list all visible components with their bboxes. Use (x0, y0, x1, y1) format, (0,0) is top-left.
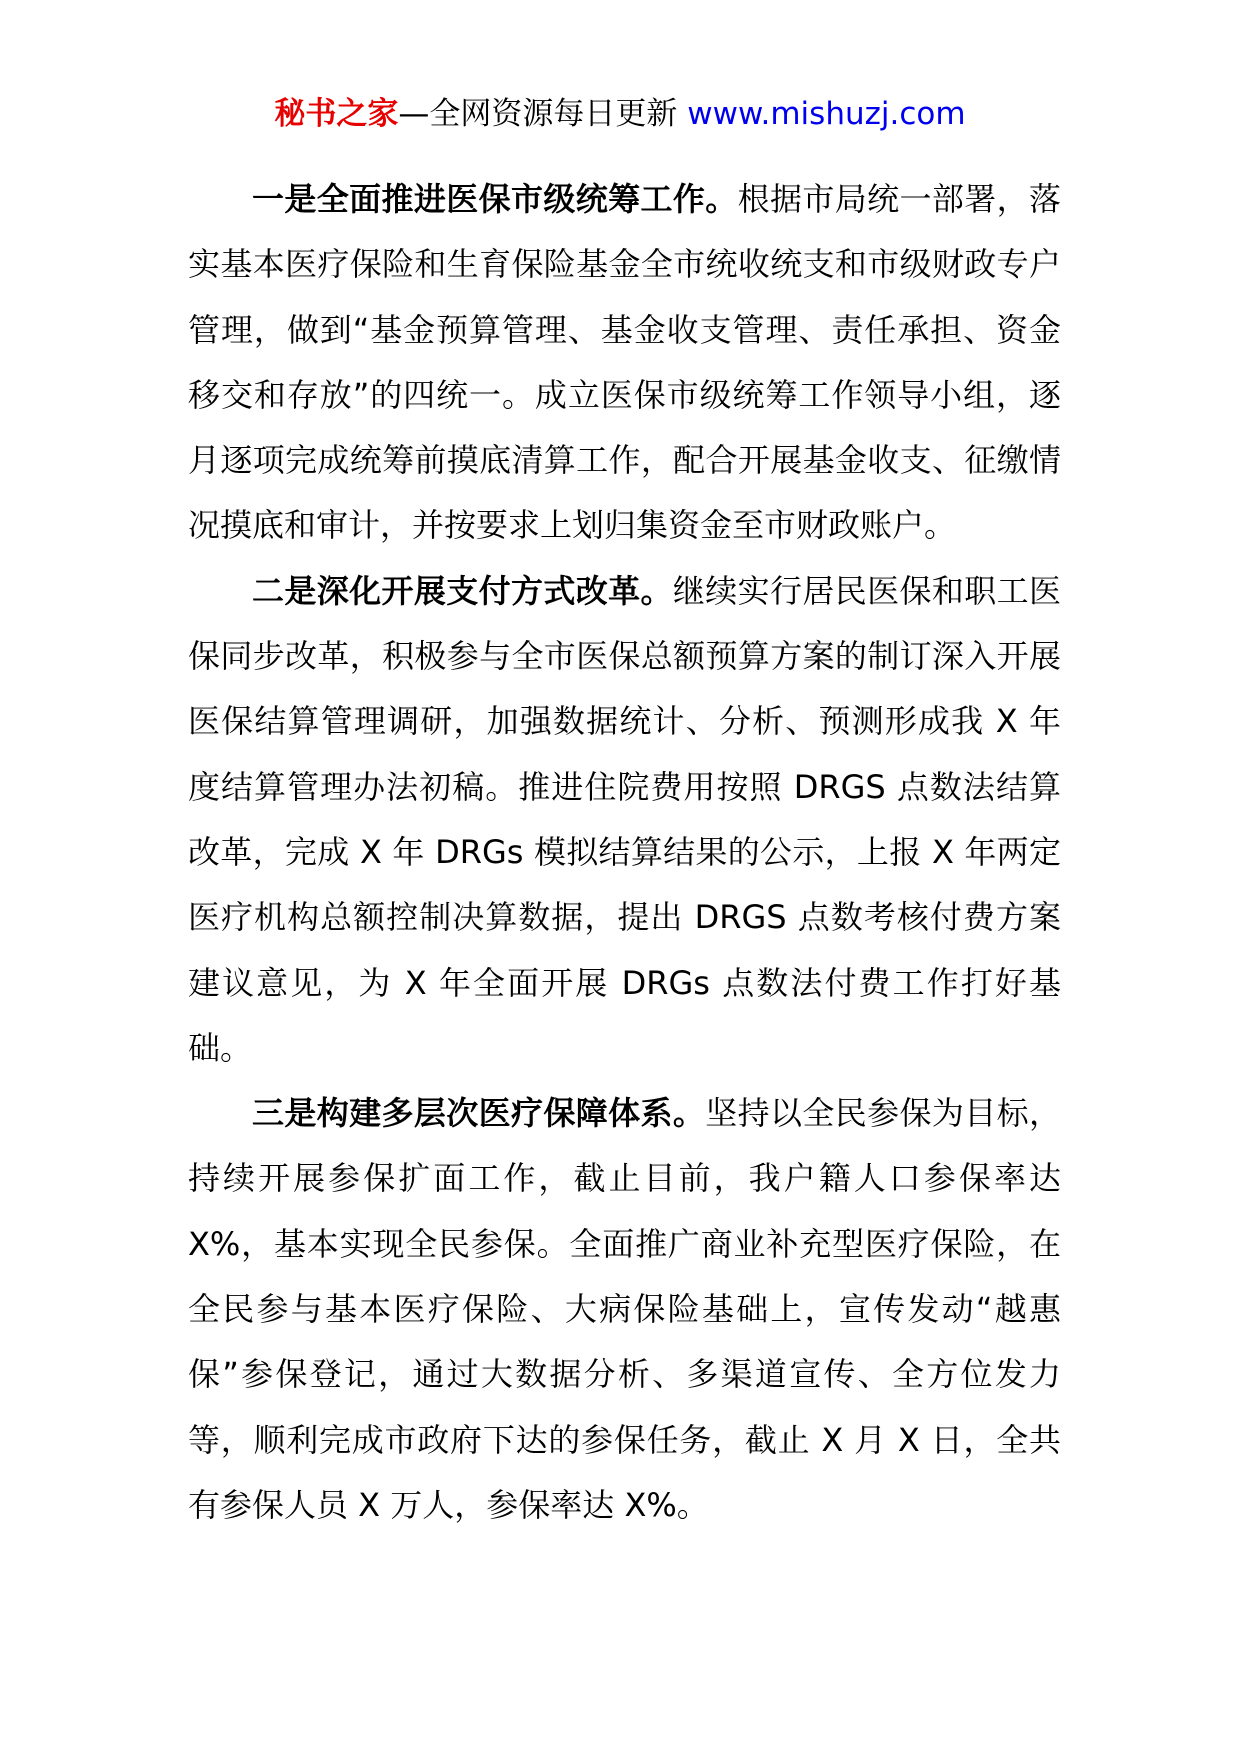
paragraph-1-text: 根据市局统一部署，落实基本医疗保险和生育保险基金全市统收统支和市级财政专户管理，做到“基金预算管理、基金收支管理、责任承担、资金移交和存放”的四统一。成立医保市级统筹工作领导小组，逐月逐项完成统筹前摸底清算工作，配合开展基金收支、征缴情况摸底和审计，并按要求上划归集资金至市财政账户。 (188, 180, 1061, 545)
paragraph-1 (188, 167, 1061, 559)
paragraph-2-text: 继续实行居民医保和职工医保同步改革，积极参与全市医保总额预算方案的制订深入开展医保结算管理调研，加强数据统计、分析、预测形成我 X 年度结算管理办法初稿。推进住院费用按照 DRGS 点数法结算改革，完成 X 年 DRGs 模拟结算结果的公示，上报 X 年两定医疗机构总额控制决算数据，提出 DRGS 点数考核付费方案建议意见，为 X 年全面开展 DRGs 点数法付费工作打好基础。 (188, 571, 1061, 1067)
header-tagline: —全网资源每日更新 (398, 96, 678, 132)
paragraph-3 (188, 1081, 1061, 1538)
site-url-link[interactable]: www.mishuzj.com (687, 96, 966, 132)
paragraph-2-heading: 二是深化开展支付方式改革。 (252, 571, 673, 610)
paragraph-3-heading: 三是构建多层次医疗保障体系。 (252, 1094, 706, 1133)
document-body (188, 167, 1061, 1538)
site-header (0, 92, 1240, 136)
paragraph-1-heading: 一是全面推进医保市级统筹工作。 (252, 180, 738, 218)
paragraph-3-text: 坚持以全民参保为目标，持续开展参保扩面工作，截止目前，我户籍人口参保率达 X%，基本实现全民参保。全面推广商业补充型医疗保险，在全民参与基本医疗保险、大病保险基础上，宣传发动“越惠保”参保登记，通过大数据分析、多渠道宣传、全方位发力等，顺利完成市政府下达的参保任务，截止 X 月 X 日，全共有参保人员 X 万人，参保率达 X%。 (188, 1094, 1061, 1524)
paragraph-2 (188, 559, 1061, 1081)
brand-name: 秘书之家 (274, 96, 399, 132)
